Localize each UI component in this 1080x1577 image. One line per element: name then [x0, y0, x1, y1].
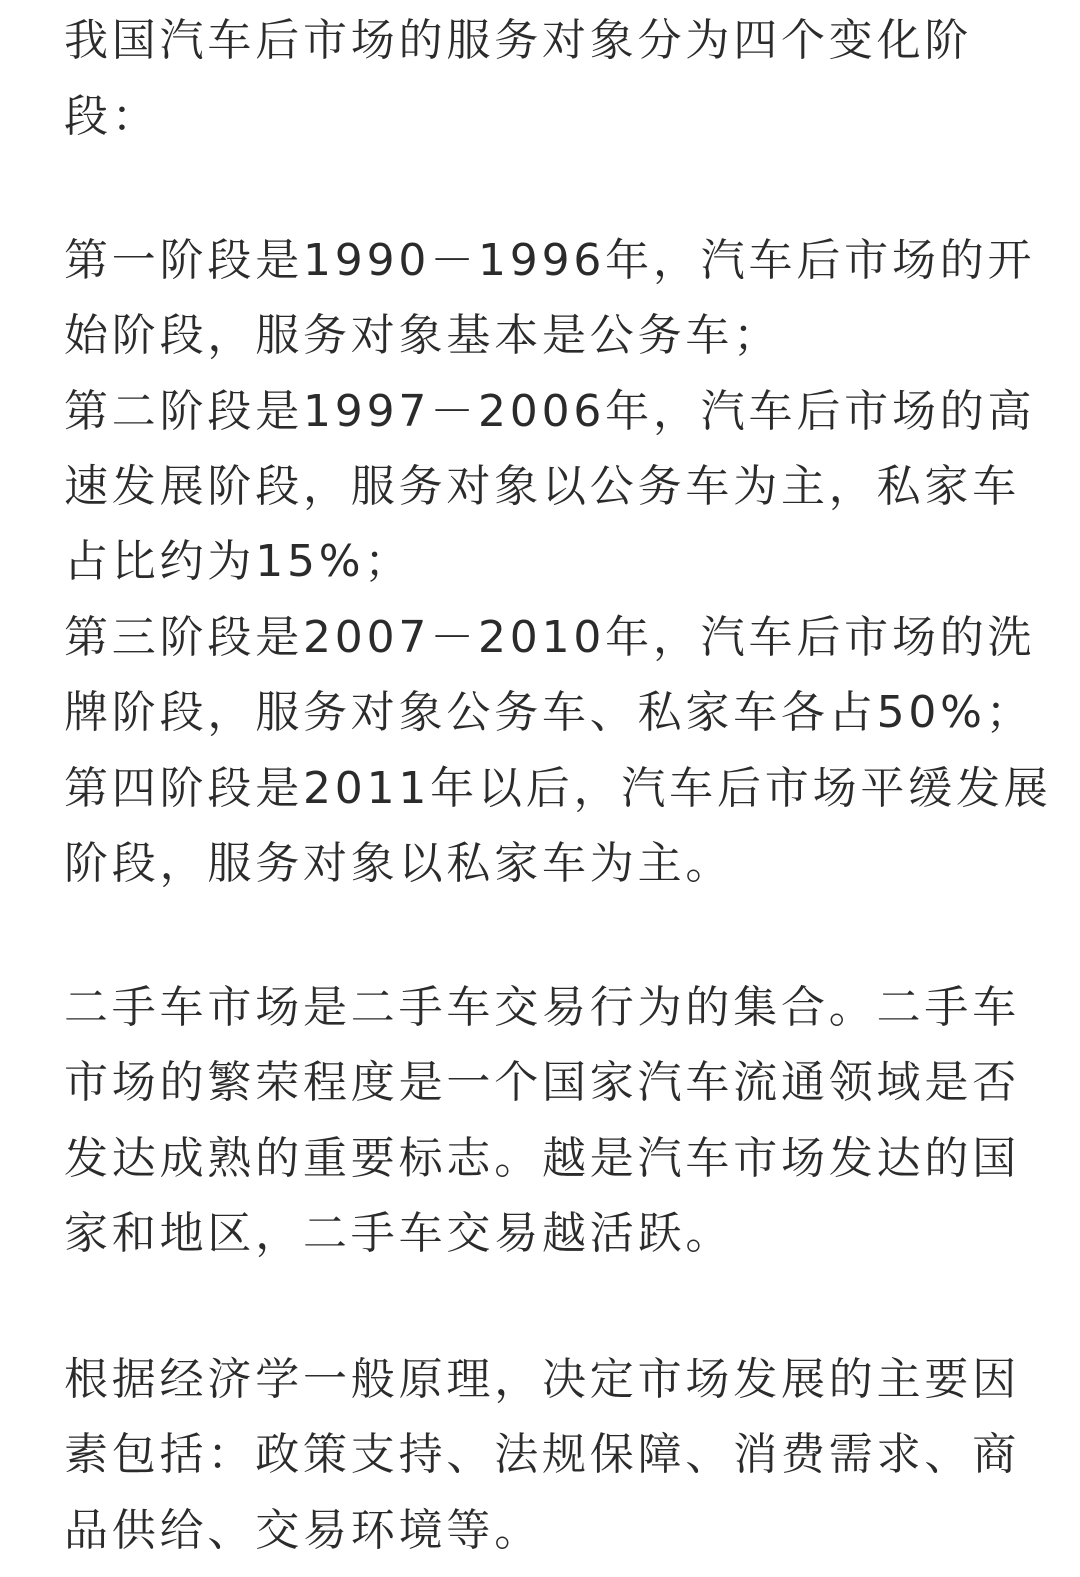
p2-line-7: 牌阶段，服务对象公务车、私家车各占50%； [64, 687, 1034, 738]
p2-line-3: 第二阶段是1997－2006年，汽车后市场的高 [64, 386, 1036, 437]
p2-line-1: 第一阶段是1990－1996年，汽车后市场的开 [64, 235, 1036, 286]
p2-line-2: 始阶段，服务对象基本是公务车； [64, 310, 781, 361]
p4-line-2: 素包括：政策支持、法规保障、消费需求、商 [64, 1429, 1020, 1480]
p1-line-1: 我国汽车后市场的服务对象分为四个变化阶 [64, 15, 973, 66]
p3-line-3: 发达成熟的重要标志。越是汽车市场发达的国 [64, 1133, 1020, 1184]
p2-line-9: 阶段，服务对象以私家车为主。 [64, 838, 734, 889]
p4-line-1: 根据经济学一般原理，决定市场发展的主要因 [64, 1354, 1020, 1405]
p3-line-2: 市场的繁荣程度是一个国家汽车流通领域是否 [64, 1057, 1020, 1108]
p2-line-8: 第四阶段是2011年以后，汽车后市场平缓发展 [64, 763, 1052, 814]
p3-line-1: 二手车市场是二手车交易行为的集合。二手车 [64, 982, 1020, 1033]
p3-line-4: 家和地区，二手车交易越活跃。 [64, 1208, 734, 1259]
p2-line-4: 速发展阶段，服务对象以公务车为主，私家车 [64, 461, 1020, 512]
p4-line-3: 品供给、交易环境等。 [64, 1505, 542, 1556]
p1-line-2: 段： [64, 91, 160, 142]
p2-line-5: 占比约为15%； [64, 536, 413, 587]
p2-line-6: 第三阶段是2007－2010年，汽车后市场的洗 [64, 612, 1036, 663]
